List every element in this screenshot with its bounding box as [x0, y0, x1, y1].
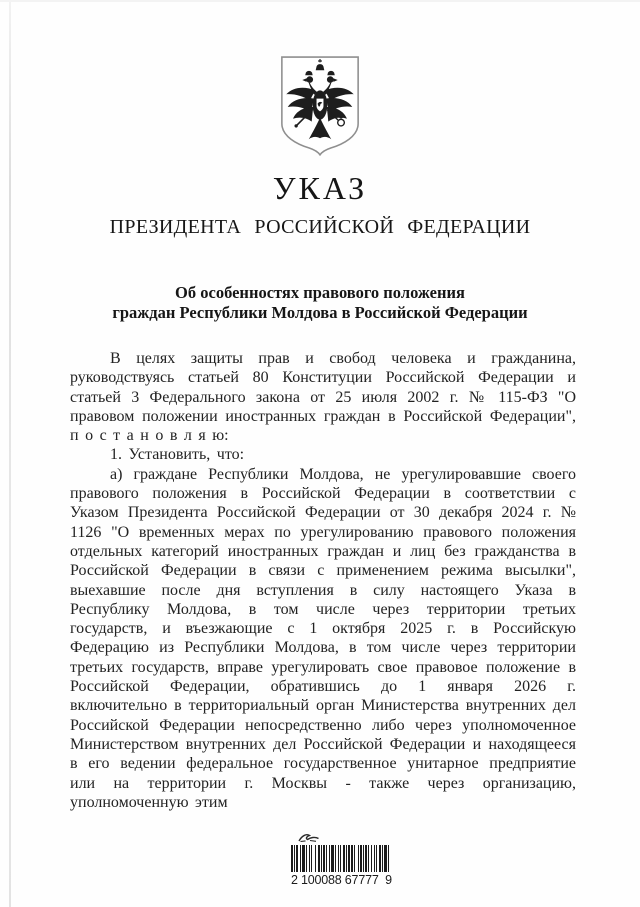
- decree-title: [0, 283, 640, 323]
- decree-body: [70, 349, 576, 812]
- barcode: [291, 845, 401, 872]
- printer-mark-icon: [297, 831, 401, 844]
- scan-edge-top: [0, 0, 640, 2]
- scan-edge-left: [9, 0, 11, 907]
- preamble-paragraph: В целях защиты прав и свобод человека и гражданина, руководствуясь статьей 80 Конституции Российской Федерации и статьей 3 Федерального закона от 25 июля 2002 г. № 115-ФЗ "О правовом положении иностранных граждан в Российской Федерации", п о с т а н о в л я ю:: [70, 350, 576, 445]
- barcode-block: [291, 831, 401, 887]
- decree-title-line1: Об особенностях правового положения: [175, 283, 465, 302]
- establish-clause: 1. Установить, что:: [110, 446, 245, 464]
- subclause-a-paragraph: а) граждане Республики Молдова, не урегулировавшие своего правового положения в Российской Федерации в соответствии с Указом Президента Российской Федерации от 30 декабря 2024 г. № 1126 "О временных мерах по урегулированию правового положения отдельных категорий иностранных граждан и лиц без гражданства в Российской Федерации в связи с применением режима высылки", выехавшие после дня вступления в силу настоящего Указа в Республику Молдова, в том числе через территории третьих государств, и въезжающие с 1 октября 2025 г. в Российскую Федерацию из Республики Молдова, в том числе через территории третьих государств, вправе урегулировать свое правовое положение в Российской Федерации, обратившись до 1 января 2026 г. включительно в территориальный орган Министерства внутренних дел Российской Федерации непосредственно либо через уполномоченное Министерством внутренних дел Российской Федерации и находящееся в его ведении федеральное государственное унитарное предприятие или на территории г. Москвы - также через организацию, уполномоченную этим: [70, 465, 576, 811]
- russia-coat-of-arms-icon: [276, 0, 364, 156]
- barcode-digits: 2 100088 67777 9: [291, 873, 392, 887]
- decree-title-line2: граждан Республики Молдова в Российской Федерации: [112, 303, 528, 322]
- doc-type-heading: УКАЗ: [272, 170, 368, 206]
- issuer-heading: ПРЕЗИДЕНТА РОССИЙСКОЙ ФЕДЕРАЦИИ: [109, 216, 531, 238]
